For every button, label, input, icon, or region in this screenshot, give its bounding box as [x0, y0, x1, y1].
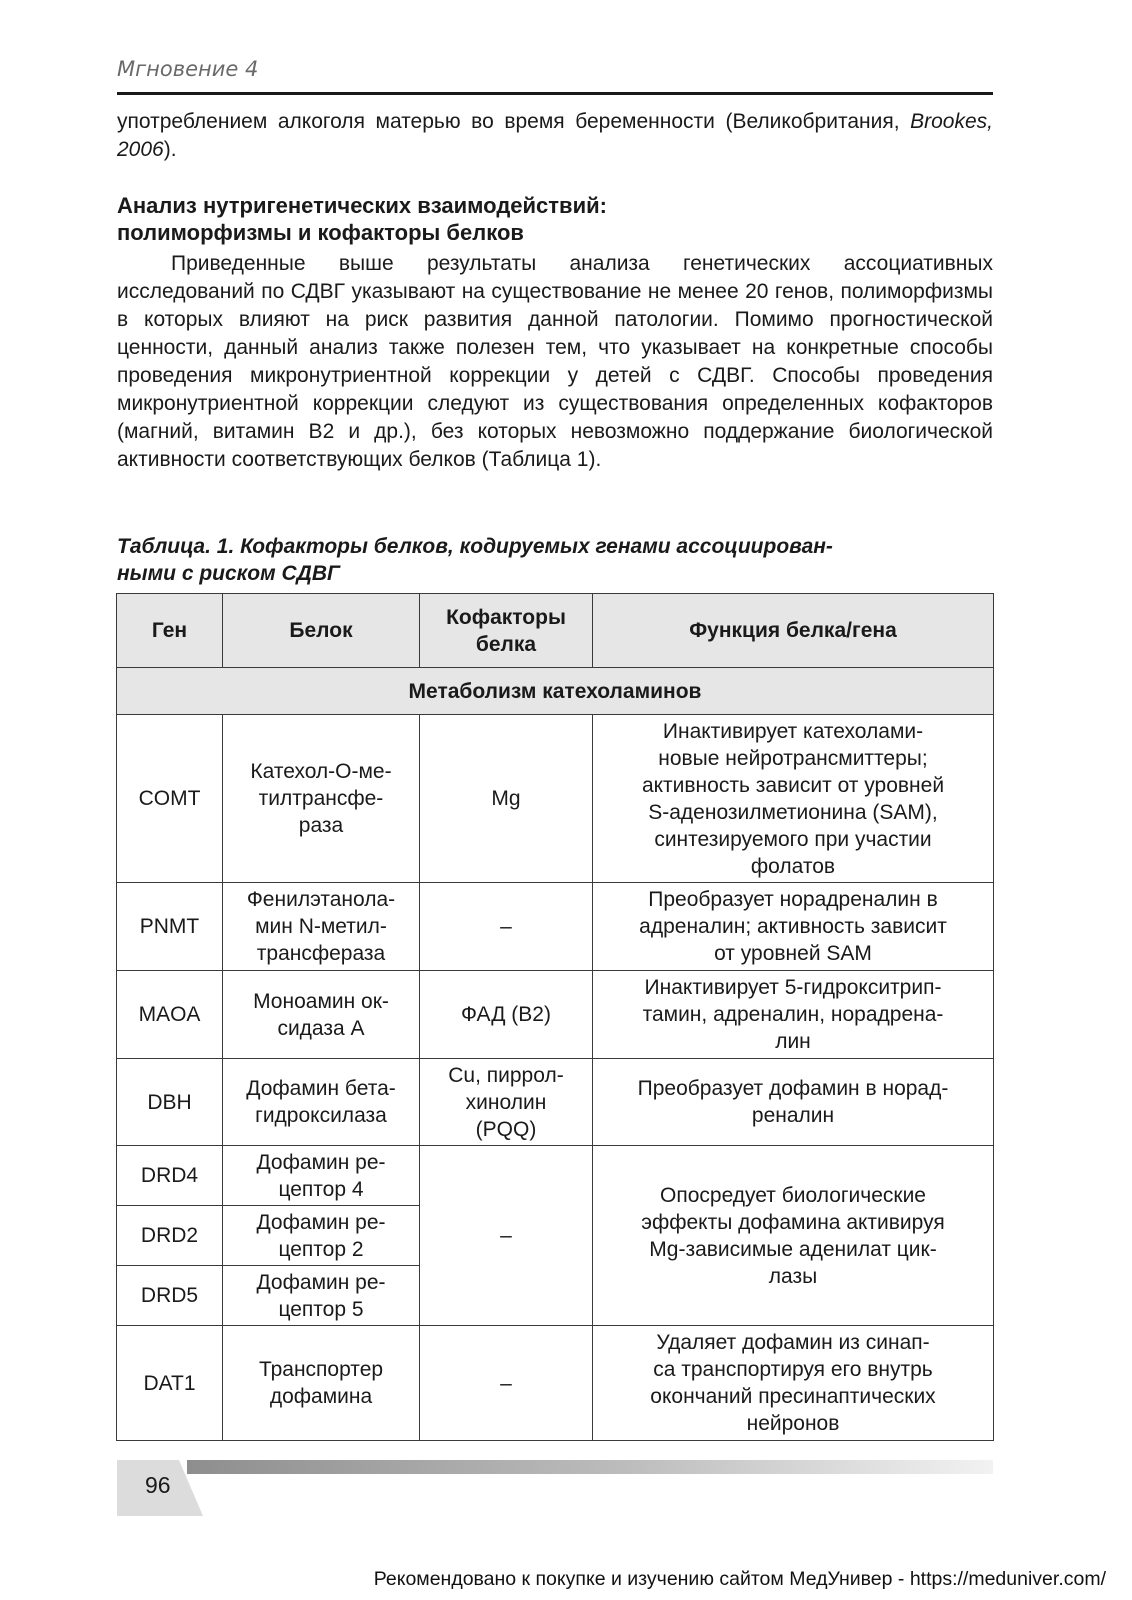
gene-cell: COMT — [117, 715, 223, 883]
table-header-row — [117, 594, 994, 668]
section-heading — [117, 192, 993, 246]
protein-line: раза — [298, 814, 344, 837]
header-function: Функция белка/гена — [593, 594, 994, 668]
cofactor-line: ФАД (В2) — [461, 1003, 551, 1026]
function-line: реналин — [751, 1104, 835, 1127]
cofactor-line: Cu, пиррол- — [448, 1063, 564, 1087]
protein-cell — [223, 1326, 420, 1441]
function-cell-receptors — [593, 1146, 994, 1326]
function-line: синтезируемого при участии — [654, 827, 932, 851]
cofactor-cell — [420, 1059, 593, 1146]
function-line: са транспортируя его внутрь — [653, 1358, 933, 1381]
function-line: Опосредует биологические — [660, 1183, 926, 1207]
function-line: активность зависит от уровней — [641, 773, 945, 797]
function-line: эффекты дофамина активируя — [641, 1210, 945, 1234]
cofactor-cell — [420, 1326, 593, 1441]
function-line: тамин, адреналин, норадрена- — [642, 1003, 944, 1026]
table-section-row — [117, 668, 994, 715]
gene-cell: DRD2 — [117, 1206, 223, 1266]
function-line: от уровней SAM — [714, 942, 872, 965]
protein-line: дофамина — [269, 1385, 373, 1408]
cofactor-cell-receptors: – — [420, 1146, 593, 1326]
table-row — [117, 1326, 994, 1441]
protein-line: гидроксилаза — [255, 1104, 387, 1127]
function-line: S-аденозилметионина (SAM), — [648, 800, 938, 824]
function-line: Mg-зависимые аденилат цик- — [649, 1237, 937, 1261]
header-protein: Белок — [223, 594, 420, 668]
table-caption — [117, 533, 993, 587]
gene-cell: DAT1 — [117, 1326, 223, 1441]
function-cell — [593, 715, 994, 883]
gene-cell: DBH — [117, 1059, 223, 1146]
paragraph-intro — [117, 108, 993, 164]
protein-line: Дофамин ре- — [256, 1270, 386, 1294]
protein-line: цептор 5 — [278, 1297, 364, 1321]
header-cofactor-line-2: белка — [475, 632, 537, 656]
cofactor-line: – — [500, 915, 512, 938]
citation: Brookes, 2006 — [117, 110, 993, 161]
function-line: Удаляет дофамин из синап- — [656, 1331, 930, 1354]
footer-gradient-bar — [187, 1460, 993, 1474]
protein-line: Фенилэтанола- — [246, 888, 396, 911]
protein-line: Дофамин ре- — [256, 1210, 386, 1234]
function-line: фолатов — [750, 854, 836, 878]
function-cell — [593, 971, 994, 1059]
protein-line: цептор 4 — [278, 1177, 364, 1201]
cofactor-line: Mg — [491, 787, 521, 810]
caption-line-1: Таблица. 1. Кофакторы белков, кодируемых генами ассоциирован- — [117, 535, 833, 558]
heading-line-2: полиморфизмы и кофакторы белков — [117, 220, 524, 245]
page-number: 96 — [145, 1472, 171, 1498]
protein-line: мин N-метил- — [255, 915, 387, 938]
function-cell — [593, 1059, 994, 1146]
table-row — [117, 971, 994, 1059]
site-recommendation-note: Рекомендовано к покупке и изучению сайтом МедУнивер - https://meduniver.com/ — [373, 1568, 1106, 1590]
cofactor-line: (PQQ) — [475, 1117, 537, 1141]
footer-band — [117, 1460, 993, 1516]
protein-line: Моноамин ок- — [253, 989, 389, 1013]
header-cofactor-line-1: Кофакторы — [446, 605, 566, 629]
caption-line-2: ными с риском СДВГ — [117, 562, 340, 585]
protein-line: сидаза А — [277, 1016, 365, 1040]
paragraph-main: Приведенные выше результаты анализа генетических ассоциативных исследований по СДВГ указывают на существование не менее 20 генов, полиморфизмы в которых влияют на риск развития данной патологии. Помимо прогностической ценности, данный анализ также полезен тем, что указывает на конкретные способы проведения микронутриентной коррекции у детей с СДВГ. Способы проведения микронутриентной коррекции следуют из существования определенных кофакторов (магний, витамин В2 и др.), без которых невозможно поддержание биологической активности соответствующих белков (Таблица 1). — [117, 252, 993, 471]
gene-cell: PNMT — [117, 883, 223, 971]
function-line: лазы — [768, 1264, 818, 1288]
header-gene: Ген — [117, 594, 223, 668]
table-row — [117, 1146, 994, 1206]
protein-line: тилтрансфе- — [258, 787, 384, 810]
table-row — [117, 883, 994, 971]
function-cell — [593, 883, 994, 971]
function-line: адреналин; активность зависит — [639, 915, 947, 938]
function-line: Преобразует норадреналин в — [648, 888, 938, 911]
cofactor-line: – — [500, 1371, 512, 1395]
cofactor-line: хинолин — [465, 1090, 547, 1114]
function-line: Инактивирует катехолами- — [662, 719, 924, 743]
protein-line: трансфераза — [256, 942, 386, 965]
table-row — [117, 715, 994, 883]
protein-cell — [223, 971, 420, 1059]
protein-line: Катехол-О-ме- — [250, 760, 392, 783]
section-label: Метаболизм катехоламинов — [117, 668, 994, 715]
protein-line: Дофамин бета- — [246, 1077, 396, 1100]
function-line: нейронов — [746, 1412, 840, 1435]
paragraph-intro-end: ). — [163, 138, 177, 161]
running-head: Мгновение 4 — [117, 57, 259, 81]
cofactor-cell — [420, 883, 593, 971]
gene-cell: MAOA — [117, 971, 223, 1059]
header-rule — [117, 92, 993, 95]
protein-cell — [223, 1146, 420, 1206]
function-line: лин — [775, 1030, 811, 1053]
function-line: Преобразует дофамин в норад- — [637, 1077, 949, 1100]
table-row — [117, 1059, 994, 1146]
protein-cell — [223, 1206, 420, 1266]
heading-line-1: Анализ нутригенетических взаимодействий: — [117, 193, 607, 218]
protein-line: Дофамин ре- — [256, 1150, 386, 1174]
function-line: новые нейротрансмиттеры; — [658, 746, 928, 770]
protein-cell — [223, 883, 420, 971]
function-line: Инактивирует 5-гидрокситрип- — [644, 976, 942, 999]
header-cofactor — [420, 594, 593, 668]
cofactor-cell — [420, 971, 593, 1059]
function-line: окончаний пресинаптических — [650, 1385, 936, 1408]
protein-cell — [223, 715, 420, 883]
paragraph-intro-text: употреблением алкоголя матерью во время беременности (Великобритания, — [117, 110, 911, 133]
function-cell — [593, 1326, 994, 1441]
protein-cell — [223, 1059, 420, 1146]
protein-cell — [223, 1266, 420, 1326]
protein-line: Транспортер — [258, 1358, 384, 1381]
cofactor-table — [116, 593, 994, 1441]
cofactor-cell — [420, 715, 593, 883]
gene-cell: DRD4 — [117, 1146, 223, 1206]
protein-line: цептор 2 — [278, 1237, 364, 1261]
gene-cell: DRD5 — [117, 1266, 223, 1326]
